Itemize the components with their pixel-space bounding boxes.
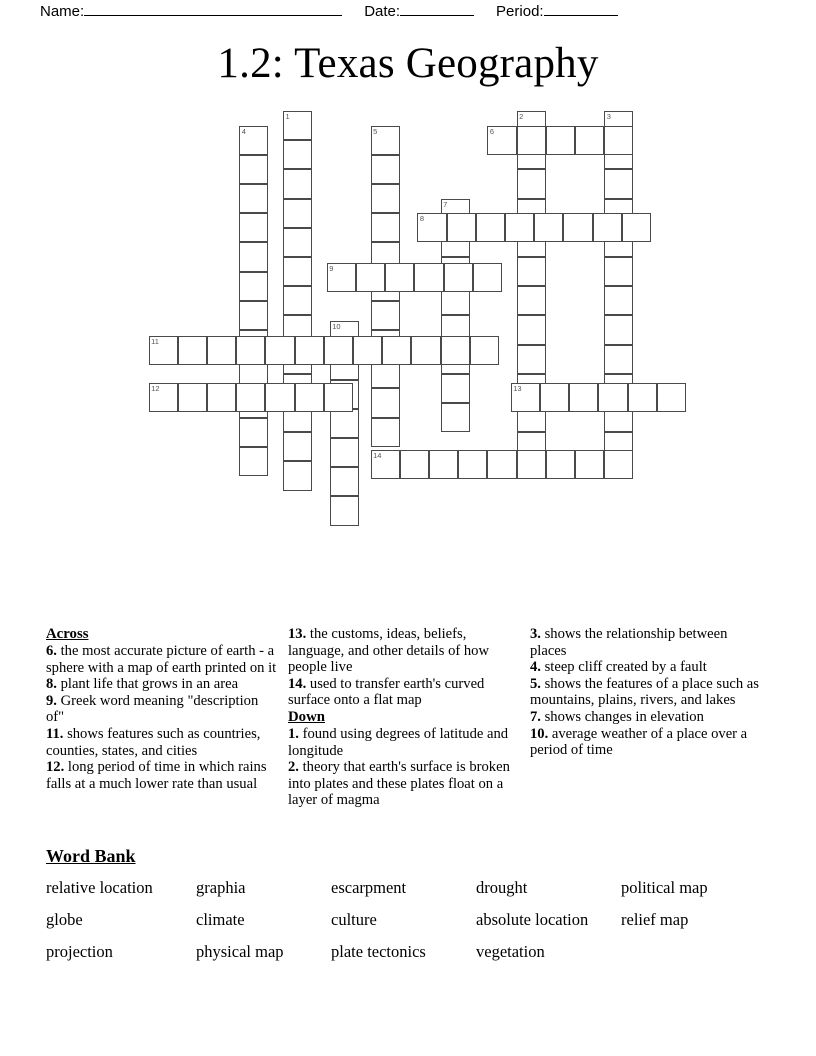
crossword-cell[interactable] <box>517 315 546 344</box>
crossword-cell[interactable] <box>505 213 534 242</box>
crossword-cell[interactable] <box>283 257 312 286</box>
down-heading: Down <box>288 708 325 725</box>
crossword-cell[interactable] <box>283 199 312 228</box>
word-bank-item[interactable]: absolute location <box>476 910 589 929</box>
clue-number: 12. <box>46 759 65 776</box>
clue-number: 10. <box>530 725 549 742</box>
crossword-cell[interactable] <box>324 383 353 412</box>
page-title: 1.2: Texas Geography <box>217 40 599 87</box>
clue-number: 2. <box>288 759 299 776</box>
crossword-cell-number: 13 <box>513 383 522 393</box>
clue-column-3 <box>530 626 762 759</box>
crossword-cell[interactable] <box>265 336 294 365</box>
crossword-cell[interactable] <box>239 272 268 301</box>
crossword-cell[interactable] <box>458 450 487 479</box>
crossword-cell[interactable] <box>330 467 359 496</box>
clue-across-14: 14. used to transfer earth's curved surface onto a flat map <box>288 675 485 709</box>
crossword-cell[interactable] <box>207 336 236 365</box>
crossword-cell[interactable] <box>546 126 575 155</box>
crossword-cell[interactable] <box>239 184 268 213</box>
crossword-cell[interactable] <box>444 263 473 292</box>
crossword-cell[interactable] <box>517 126 546 155</box>
word-bank-item[interactable]: physical map <box>196 942 284 961</box>
crossword-cell[interactable] <box>371 388 400 417</box>
clue-number: 5. <box>530 675 541 692</box>
crossword-cell[interactable] <box>371 155 400 184</box>
clue-across-11: 11. shows features such as countries, counties, states, and cities <box>46 725 261 759</box>
word-bank-item[interactable]: graphia <box>196 878 246 897</box>
crossword-cell[interactable] <box>487 126 516 155</box>
word-bank-item[interactable]: relief map <box>621 910 689 929</box>
name-field <box>40 2 342 20</box>
crossword-cell[interactable] <box>604 450 633 479</box>
crossword-cell[interactable] <box>473 263 502 292</box>
word-bank-item[interactable]: vegetation <box>476 942 545 961</box>
crossword-cell[interactable] <box>236 383 265 412</box>
crossword-cell[interactable] <box>575 450 604 479</box>
word-bank-item[interactable]: culture <box>331 910 377 929</box>
crossword-cell[interactable] <box>414 263 443 292</box>
crossword-cell[interactable] <box>330 496 359 525</box>
crossword-cell[interactable] <box>441 403 470 432</box>
crossword-cell[interactable] <box>511 383 540 412</box>
date-field <box>364 2 474 20</box>
crossword-cell[interactable] <box>265 383 294 412</box>
crossword-cell[interactable] <box>324 336 353 365</box>
crossword-cell[interactable] <box>330 438 359 467</box>
crossword-cell-number: 6 <box>489 126 495 136</box>
crossword-cell-number: 14 <box>373 450 382 460</box>
clue-down-10: 10. average weather of a place over a period of time <box>530 725 748 759</box>
crossword-cell[interactable] <box>283 228 312 257</box>
crossword-cell[interactable] <box>546 450 575 479</box>
date-blank-line[interactable] <box>400 2 474 16</box>
crossword-cell[interactable] <box>575 126 604 155</box>
crossword-cell[interactable] <box>569 383 598 412</box>
clue-down-7: 7. shows changes in elevation <box>530 708 704 725</box>
crossword-cell[interactable] <box>283 140 312 169</box>
crossword-cell-number: 3 <box>606 112 611 121</box>
crossword-cell[interactable] <box>207 383 236 412</box>
word-bank-item[interactable]: globe <box>46 910 83 929</box>
word-bank-item[interactable]: projection <box>46 942 113 961</box>
crossword-cell[interactable] <box>236 336 265 365</box>
clue-across-8: 8. plant life that grows in an area <box>46 676 239 693</box>
crossword-cell[interactable] <box>517 169 546 198</box>
across-heading: Across <box>46 626 89 642</box>
clue-number: 1. <box>288 725 299 742</box>
crossword-cell[interactable] <box>382 336 411 365</box>
crossword-cell[interactable] <box>470 336 499 365</box>
crossword-cell[interactable] <box>534 213 563 242</box>
crossword-cell[interactable] <box>295 383 324 412</box>
crossword-cell[interactable] <box>283 111 312 140</box>
crossword-cell[interactable] <box>239 213 268 242</box>
crossword-cell-number: 1 <box>285 112 290 121</box>
crossword-cell-number: 2 <box>519 112 524 121</box>
clue-across-6: 6. the most accurate picture of earth - a sphere with a map of earth printed on it <box>46 643 277 676</box>
crossword-cell[interactable] <box>563 213 592 242</box>
word-bank-section <box>46 845 776 963</box>
clue-number: 7. <box>530 708 541 725</box>
crossword-cell[interactable] <box>371 184 400 213</box>
crossword-cell[interactable] <box>371 418 400 447</box>
word-bank-item[interactable]: relative location <box>46 878 153 897</box>
word-bank-empty <box>621 941 771 963</box>
clue-number: 4. <box>530 659 541 676</box>
crossword-cell[interactable] <box>593 213 622 242</box>
period-field <box>496 2 618 20</box>
crossword-cell[interactable] <box>327 263 356 292</box>
crossword-cell[interactable] <box>604 345 633 374</box>
crossword-cell[interactable] <box>239 418 268 447</box>
clue-number: 9. <box>46 692 57 709</box>
crossword-cell[interactable] <box>417 213 446 242</box>
crossword-cell[interactable] <box>400 450 429 479</box>
crossword-cell[interactable] <box>604 286 633 315</box>
clue-across-12: 12. long period of time in which rains falls at a much lower rate than usual <box>46 759 267 792</box>
crossword-cell[interactable] <box>283 169 312 198</box>
crossword-cell[interactable] <box>604 257 633 286</box>
crossword-cell-number: 12 <box>151 383 160 393</box>
crossword-grid <box>0 110 816 470</box>
crossword-cell[interactable] <box>604 126 633 155</box>
clue-number: 8. <box>46 676 57 693</box>
crossword-cell-number: 4 <box>241 126 246 136</box>
crossword-cell[interactable] <box>149 336 178 365</box>
clue-column-2 <box>288 626 520 809</box>
crossword-cell[interactable] <box>239 447 268 476</box>
clue-down-2: 2. theory that earth's surface is broken into plates and these plates float on a layer of magma <box>288 759 510 809</box>
date-label: Date: <box>364 3 401 20</box>
crossword-cell[interactable] <box>447 213 476 242</box>
clue-number: 6. <box>46 643 57 659</box>
crossword-cell[interactable] <box>628 383 657 412</box>
crossword-cell[interactable] <box>330 409 359 438</box>
crossword-cell[interactable] <box>178 383 207 412</box>
crossword-cell[interactable] <box>517 345 546 374</box>
crossword-cell[interactable] <box>356 263 385 292</box>
crossword-cell[interactable] <box>385 263 414 292</box>
crossword-cell[interactable] <box>283 286 312 315</box>
name-label: Name: <box>40 3 85 20</box>
crossword-cell[interactable] <box>429 450 458 479</box>
period-label: Period: <box>496 3 544 20</box>
crossword-cell-number: 9 <box>329 263 334 273</box>
crossword-cell[interactable] <box>476 213 505 242</box>
crossword-cell[interactable] <box>353 336 382 365</box>
crossword-cell[interactable] <box>517 450 546 479</box>
worksheet-header <box>0 0 816 26</box>
crossword-cell[interactable] <box>540 383 569 412</box>
crossword-cell[interactable] <box>283 461 312 490</box>
clue-number: 3. <box>530 626 541 642</box>
crossword-cell[interactable] <box>517 286 546 315</box>
clues-section <box>0 626 816 838</box>
crossword-cell-number: 11 <box>151 336 159 346</box>
crossword-cell[interactable] <box>239 155 268 184</box>
word-bank-item[interactable]: climate <box>196 910 245 929</box>
clue-column-1 <box>46 626 278 792</box>
crossword-cell[interactable] <box>178 336 207 365</box>
word-bank-title: Word Bank <box>46 846 136 866</box>
crossword-cell[interactable] <box>598 383 627 412</box>
crossword-cell[interactable] <box>371 301 400 330</box>
crossword-cell[interactable] <box>517 257 546 286</box>
crossword-cell-number: 10 <box>332 322 341 332</box>
crossword-cell[interactable] <box>371 450 400 479</box>
clue-number: 14. <box>288 675 307 692</box>
crossword-cell-number: 5 <box>373 126 378 136</box>
crossword-cell[interactable] <box>604 315 633 344</box>
clue-down-4: 4. steep cliff created by a fault <box>530 659 707 676</box>
crossword-cell-number: 8 <box>419 214 424 224</box>
clue-number: 13. <box>288 626 307 642</box>
clue-across-13: 13. the customs, ideas, beliefs, language, and other details of how people live <box>288 626 490 676</box>
crossword-cell[interactable] <box>604 169 633 198</box>
crossword-cell[interactable] <box>371 213 400 242</box>
clue-down-1: 1. found using degrees of latitude and longitude <box>288 725 509 759</box>
word-bank-item[interactable]: plate tectonics <box>331 942 426 961</box>
crossword-cell[interactable] <box>441 374 470 403</box>
crossword-cell[interactable] <box>371 126 400 155</box>
word-bank-item[interactable]: escarpment <box>331 878 407 897</box>
crossword-cell-number: 7 <box>443 199 448 209</box>
clue-across-9: 9. Greek word meaning "description of" <box>46 692 259 726</box>
crossword-cell[interactable] <box>441 336 470 365</box>
name-blank-line[interactable] <box>84 2 342 16</box>
word-bank-list <box>46 877 776 963</box>
crossword-cell[interactable] <box>657 383 686 412</box>
clue-number: 11. <box>46 725 64 742</box>
crossword-cell[interactable] <box>239 242 268 271</box>
clue-down-3: 3. shows the relationship between places <box>530 626 728 659</box>
crossword-cell[interactable] <box>295 336 324 365</box>
crossword-cell[interactable] <box>239 301 268 330</box>
crossword-cell[interactable] <box>239 126 268 155</box>
clue-down-5: 5. shows the features of a place such as mountains, plains, rivers, and lakes <box>530 675 759 709</box>
word-bank-item[interactable]: political map <box>621 878 708 897</box>
crossword-cell[interactable] <box>149 383 178 412</box>
crossword-cell[interactable] <box>487 450 516 479</box>
crossword-cell[interactable] <box>411 336 440 365</box>
crossword-cell[interactable] <box>283 432 312 461</box>
period-blank-line[interactable] <box>544 2 618 16</box>
crossword-cell[interactable] <box>622 213 651 242</box>
word-bank-item[interactable]: drought <box>476 878 528 897</box>
